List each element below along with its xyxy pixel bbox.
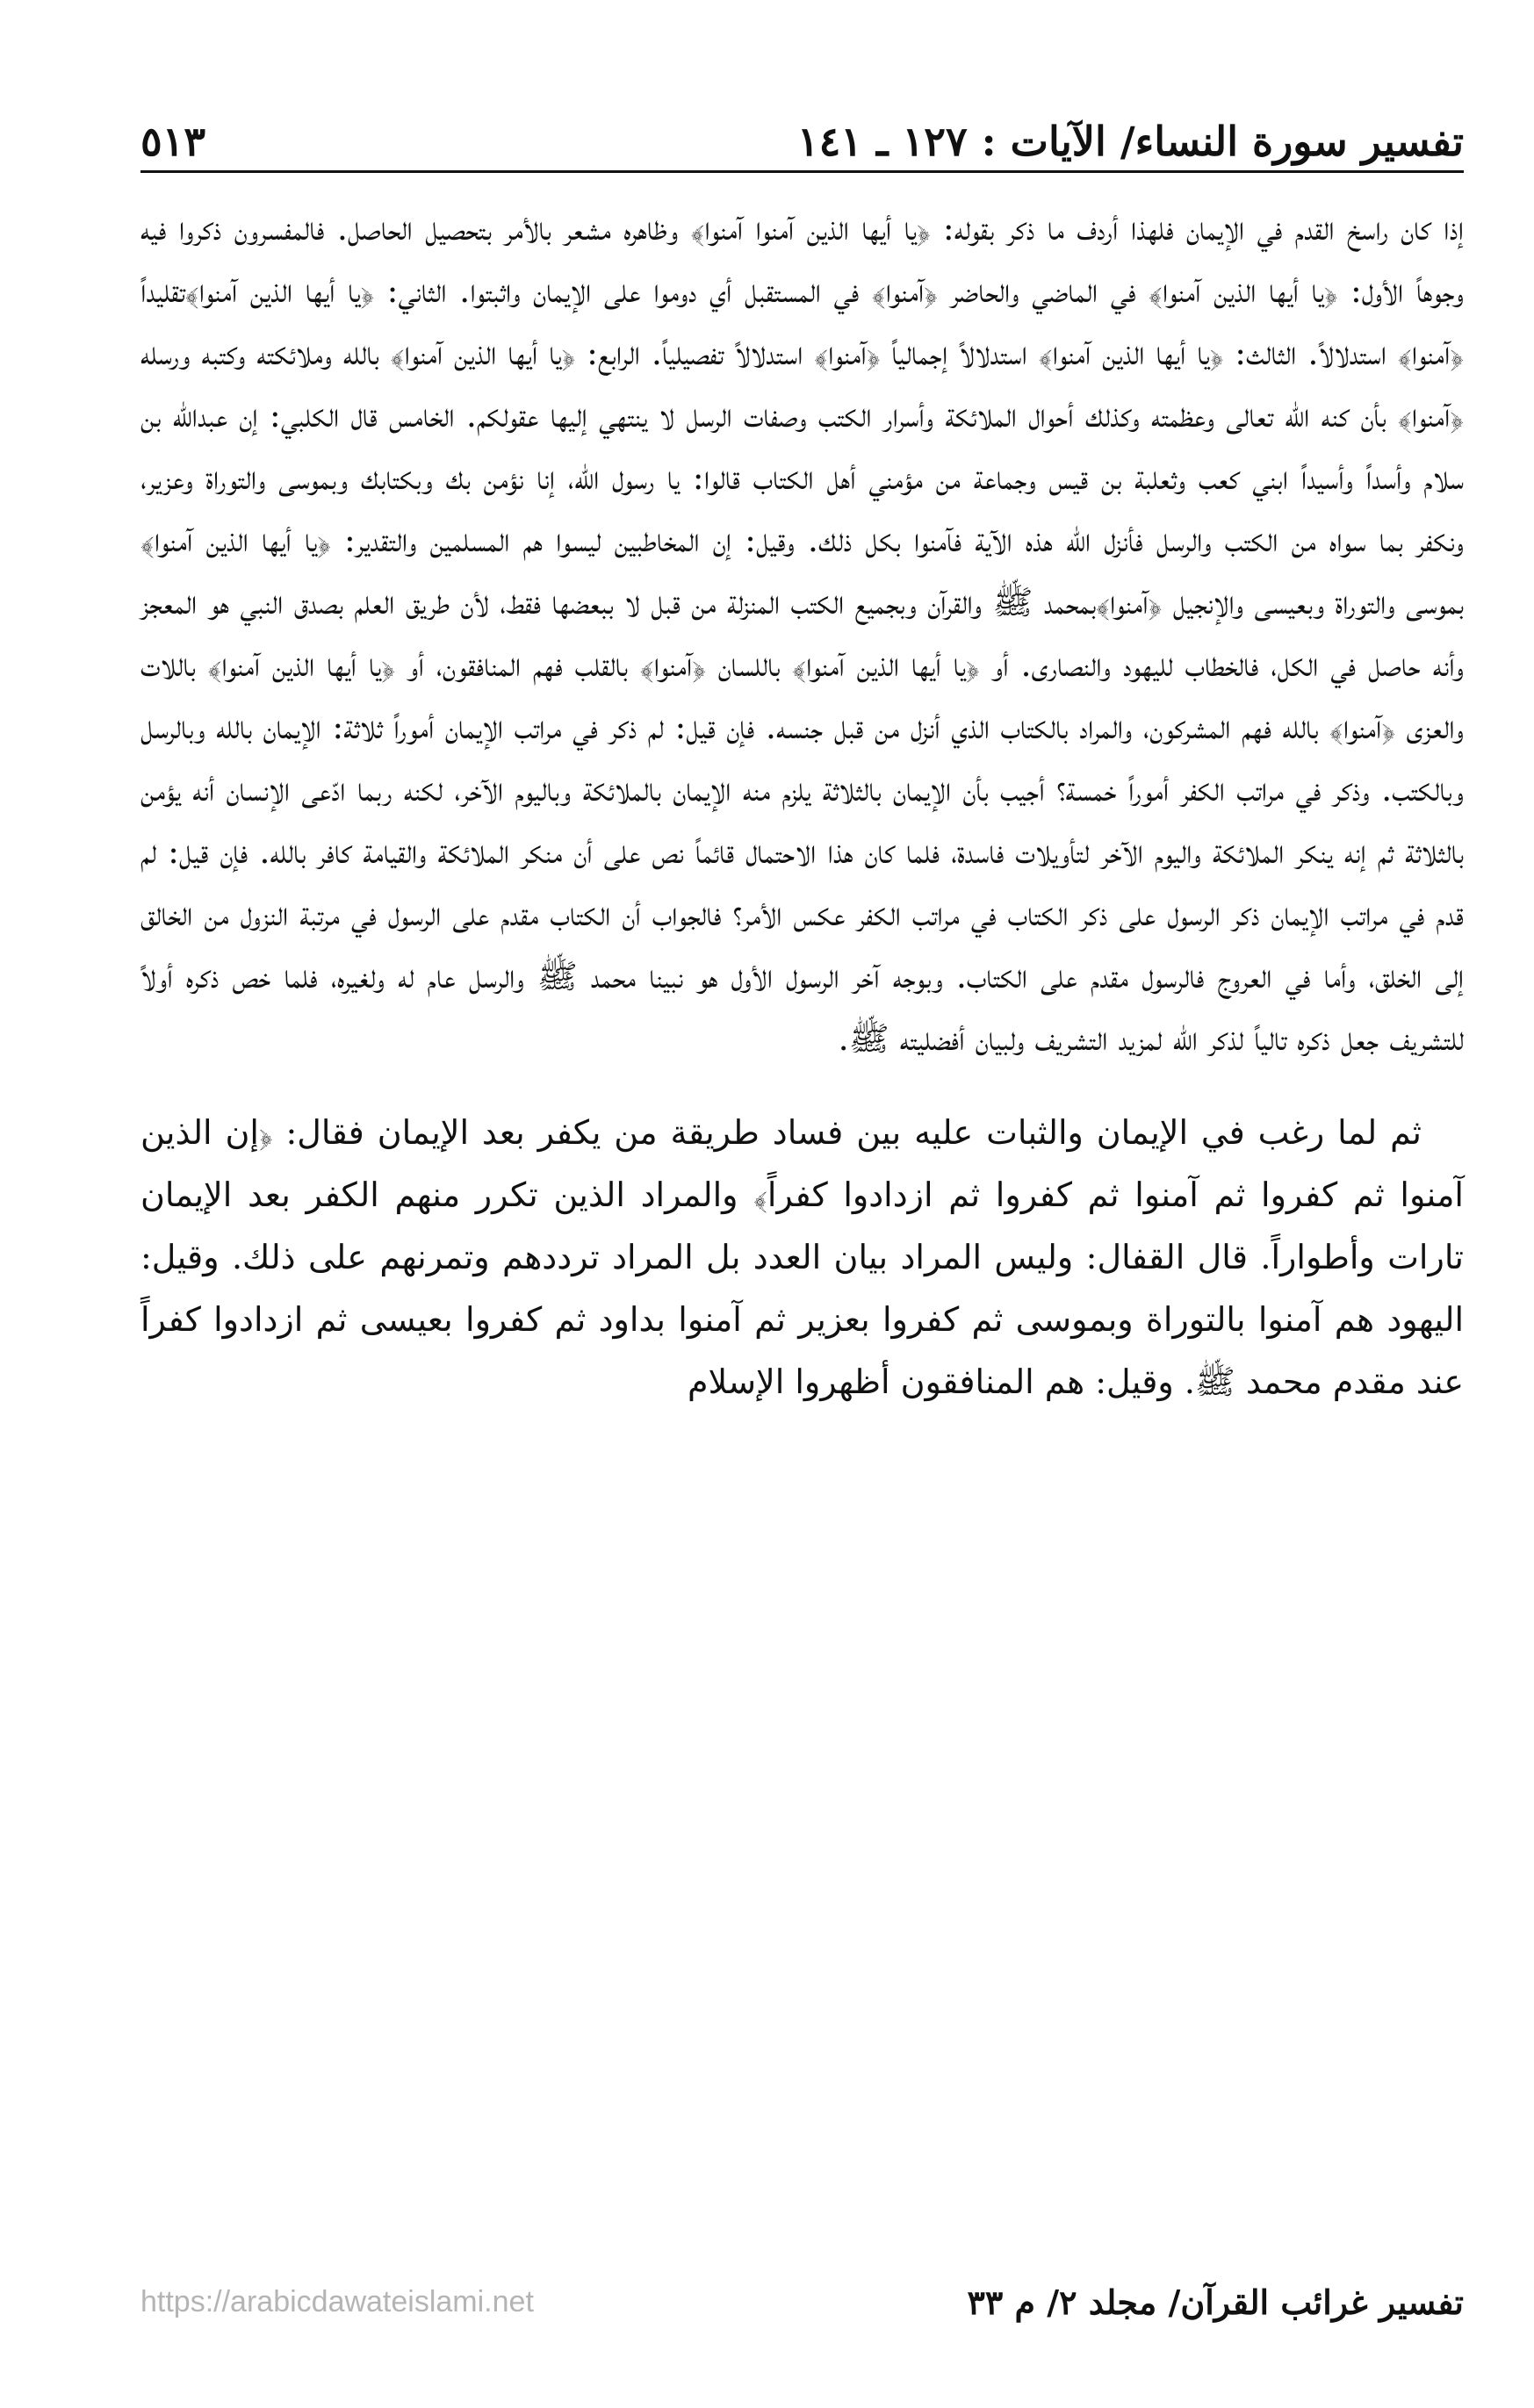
- page-body: [140, 198, 1464, 1413]
- paragraph-2: ثم لما رغب في الإيمان والثبات عليه بين فساد طريقة من يكفر بعد الإيمان فقال: ﴿إن الذين آمنوا ثم كفروا ثم آمنوا ثم كفروا ثم ازدادوا كفراً﴾ والمراد الذين تكرر منهم الكفر بعد الإيمان تارات وأطواراً. قال القفال: وليس المراد بيان العدد بل المراد ترددهم وتمرنهم على ذلك. وقيل: اليهود هم آمنوا بالتوراة وبموسى ثم كفروا بعزير ثم آمنوا بداود ثم كفروا بعيسى ثم ازدادوا كفراً عند مقدم محمد ﷺ. وقيل: هم المنافقون أظهروا الإسلام: [140, 1113, 1464, 1401]
- page-number: ٥١٣: [140, 118, 206, 165]
- volume-signature: تفسير غرائب القرآن/ مجلد ٢/ م ٣٣: [967, 2282, 1464, 2322]
- paragraph-1: إذا كان راسخ القدم في الإيمان فلهذا أردف ما ذكر بقوله: ﴿يا أيها الذين آمنوا آمنوا﴾ وظاهره مشعر بالأمر بتحصيل الحاصل. فالمفسرون ذكروا فيه وجوهاً الأول: ﴿يا أيها الذين آمنوا﴾ في الماضي والحاضر ﴿آمنوا﴾ في المستقبل أي دوموا على الإيمان واثبتوا. الثاني: ﴿يا أيها الذين آمنوا﴾تقليداً ﴿آمنوا﴾ استدلالاً. الثالث: ﴿يا أيها الذين آمنوا﴾ استدلالاً إجمالياً ﴿آمنوا﴾ استدلالاً تفصيلياً. الرابع: ﴿يا أيها الذين آمنوا﴾ بالله وملائكته وكتبه ورسله ﴿آمنوا﴾ بأن كنه الله تعالى وعظمته وكذلك أحوال الملائكة وأسرار الكتب وصفات الرسل لا ينتهي إليها عقولكم. الخامس قال الكلبي: إن عبدالله بن سلام وأسداً وأسيداً ابني كعب وثعلبة بن قيس وجماعة من مؤمني أهل الكتاب قالوا: يا رسول الله، إنا نؤمن بك وبكتابك وبموسى والتوراة وعزير، ونكفر بما سواه من الكتب والرسل فأنزل الله هذه الآية فآمنوا بكل ذلك. وقيل: إن المخاطبين ليسوا هم المسلمين والتقدير: ﴿يا أيها الذين آمنوا﴾ بموسى والتوراة وبعيسى والإنجيل ﴿آمنوا﴾بمحمد ﷺ والقرآن وبجميع الكتب المنزلة من قبل لا ببعضها فقط، لأن طريق العلم بصدق النبي هو المعجز وأنه حاصل في الكل، فالخطاب لليهود والنصارى. أو ﴿يا أيها الذين آمنوا﴾ باللسان ﴿آمنوا﴾ بالقلب فهم المنافقون، أو ﴿يا أيها الذين آمنوا﴾ باللات والعزى ﴿آمنوا﴾ بالله فهم المشركون، والمراد بالكتاب الذي أنزل من قبل جنسه. فإن قيل: لم ذكر في مراتب الإيمان أموراً ثلاثة: الإيمان بالله وبالرسل وبالكتب. وذكر في مراتب الكفر أموراً خمسة؟ أجيب بأن الإيمان بالثلاثة يلزم منه الإيمان بالملائكة وباليوم الآخر، لكنه ربما ادّعى الإنسان أنه يؤمن بالثلاثة ثم إنه ينكر الملائكة واليوم الآخر لتأويلات فاسدة، فلما كان هذا الاحتمال قائماً نص على أن منكر الملائكة والقيامة كافر بالله. فإن قيل: لم قدم في مراتب الإيمان ذكر الرسول على ذكر الكتاب في مراتب الكفر عكس الأمر؟ فالجواب أن الكتاب مقدم على الرسول في مرتبة النزول من الخالق إلى الخلق، وأما في العروج فالرسول مقدم على الكتاب. وبوجه آخر الرسول الأول هو نبينا محمد ﷺ والرسل عام له ولغيره، فلما خص ذكره أولاً للتشريف جعل ذكره تالياً لذكر الله لمزيد التشريف ولبيان أفضليته ﷺ.: [140, 209, 1464, 1058]
- page-footer: [140, 2282, 1464, 2322]
- website-watermark: https://arabicdawateislami.net: [140, 2285, 534, 2318]
- running-title: تفسير سورة النساء/ الآيات : ١٢٧ ـ ١٤١: [796, 118, 1464, 165]
- page-header: [140, 104, 1464, 173]
